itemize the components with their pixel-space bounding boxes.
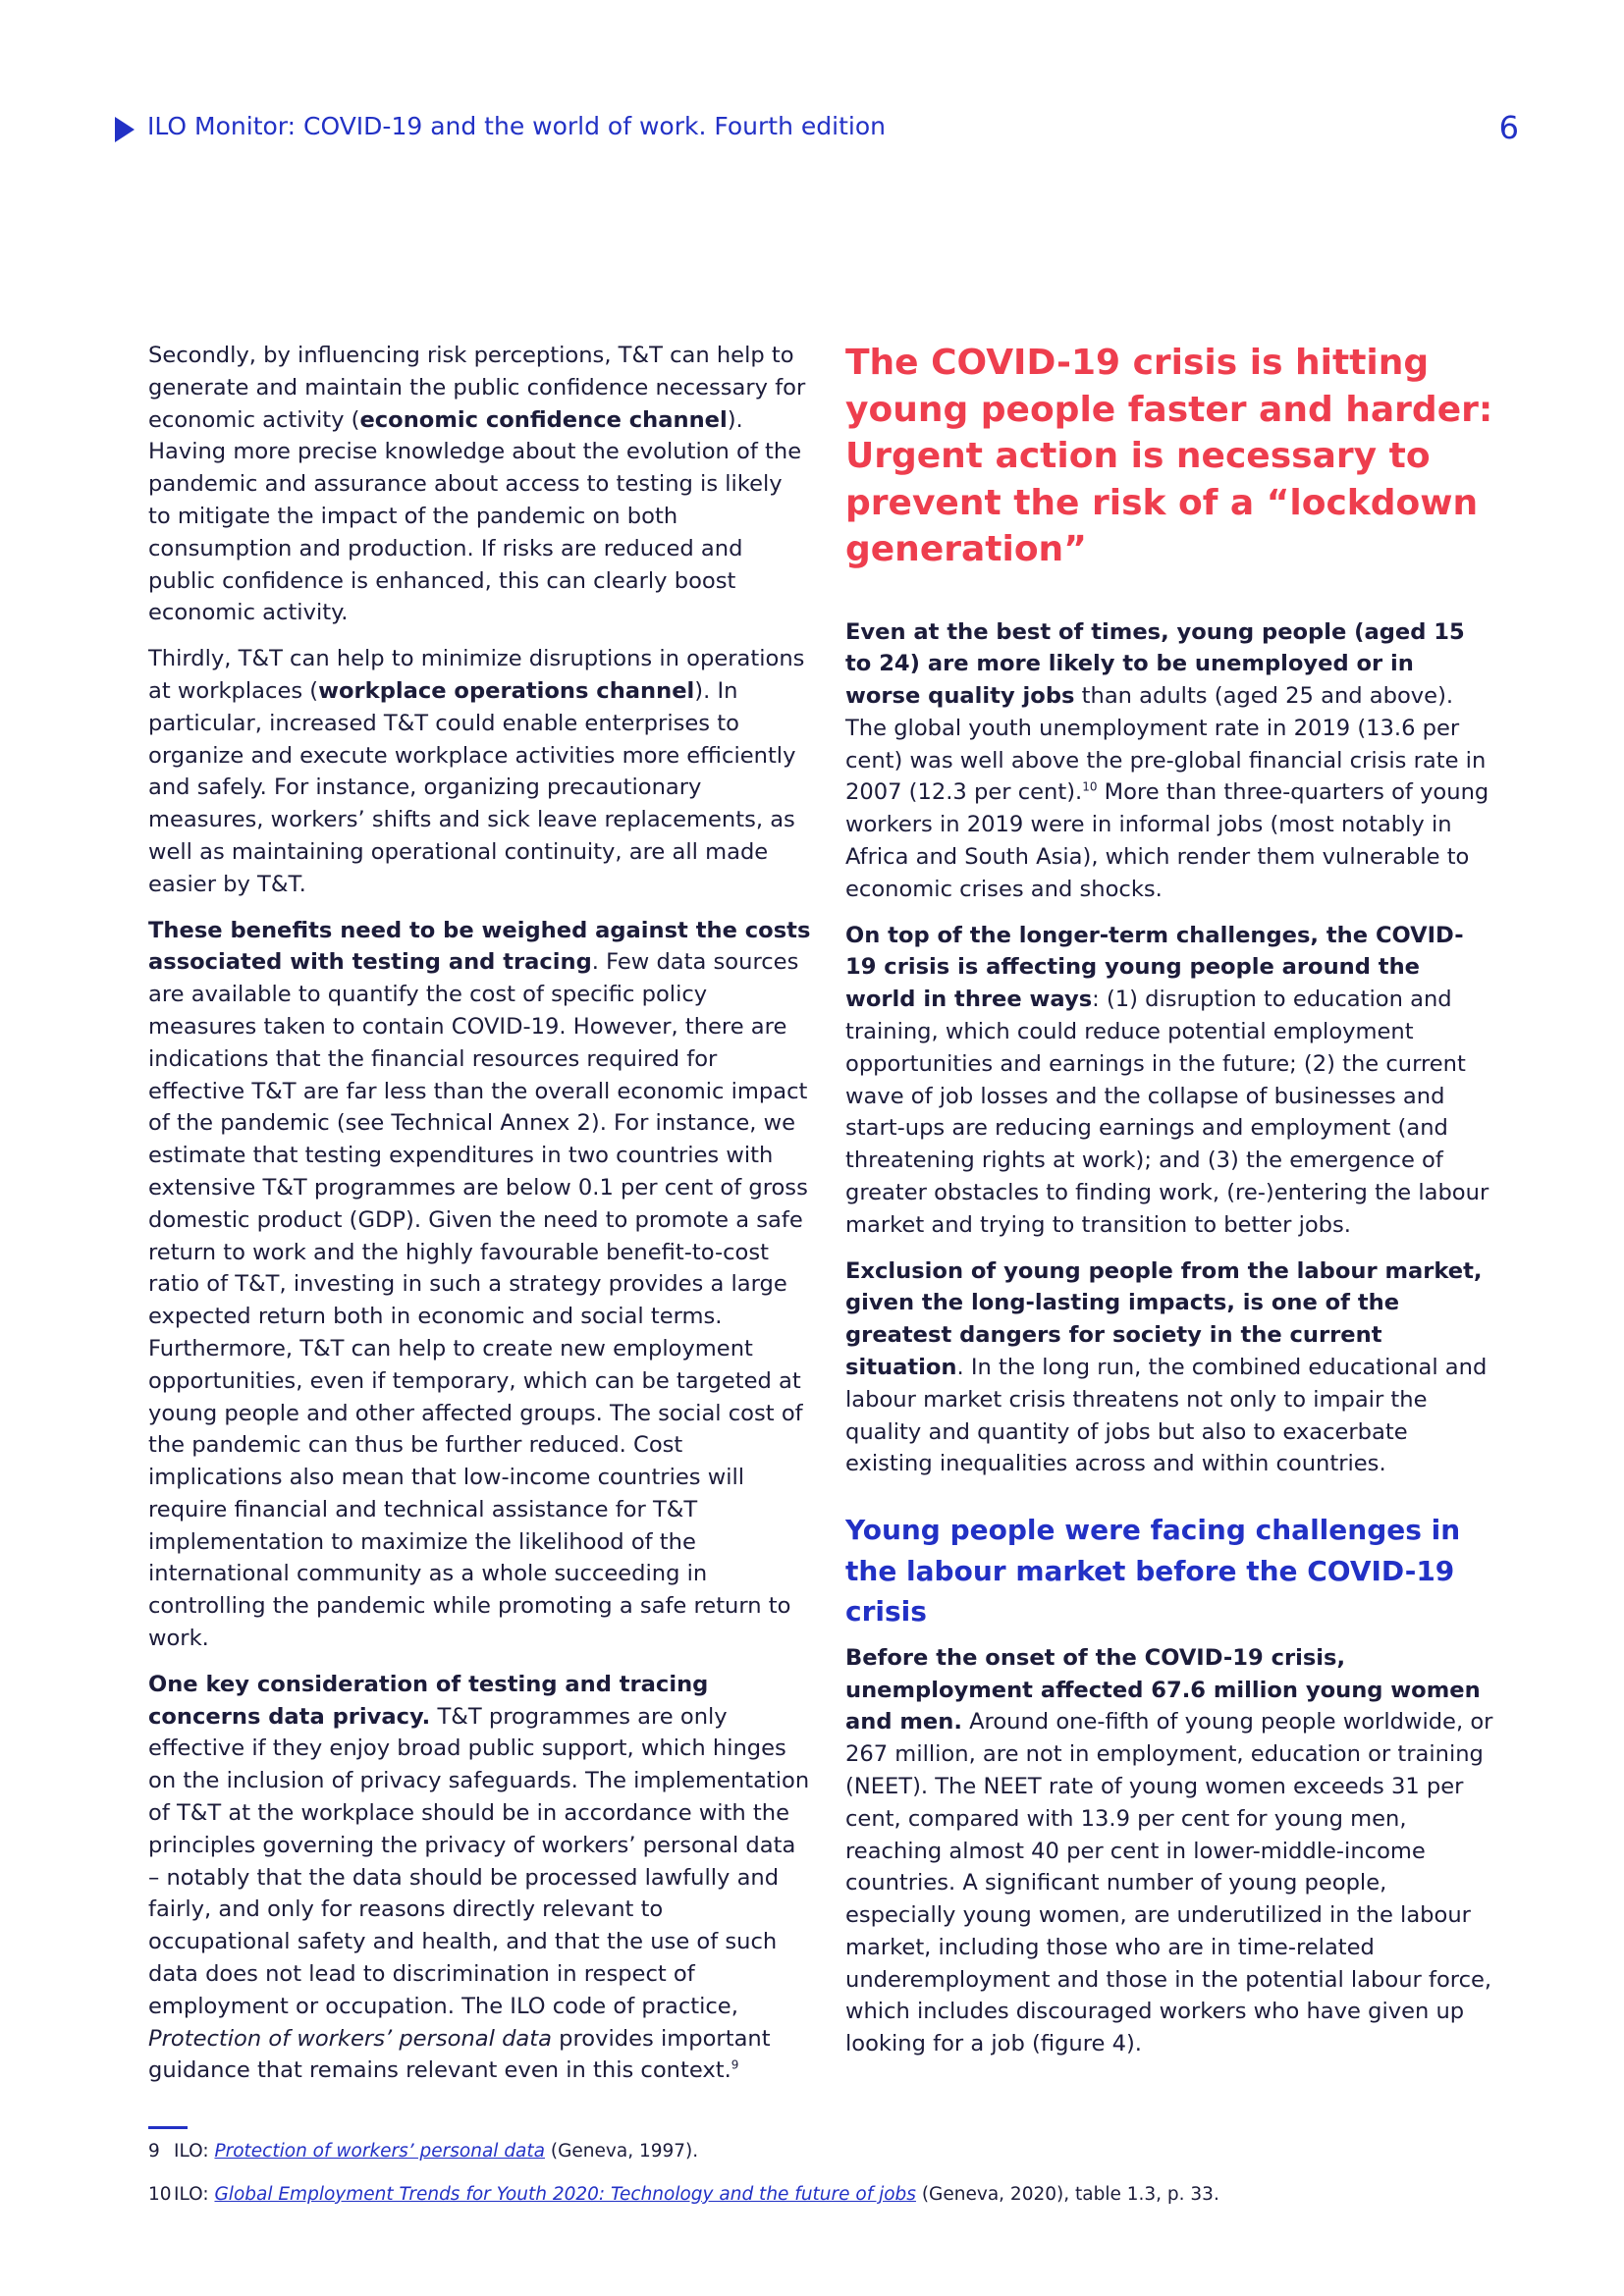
paragraph-exclusion: Exclusion of young people from the labour market, given the long-lasting impacts, is one of the greatest dangers for society in the current situation. In the long run, the combined educational and labour market crisis threatens not only to impair the quality and quantity of jobs but also to exacerbate existing inequalities across and within countries.	[845, 1257, 1488, 1477]
triangle-marker-icon	[115, 117, 135, 142]
footnote-9: 9 ILO: Protection of workers’ personal data (Geneva, 1997).	[148, 2141, 699, 2162]
left-column	[148, 340, 811, 2101]
footnote-10: 10 ILO: Global Employment Trends for Youth 2020: Technology and the future of jobs (Geneva, 2020), table 1.3, p. 33.	[148, 2184, 1219, 2205]
paragraph-workplace-operations: Thirdly, T&T can help to minimize disruptions in operations at workplaces (workplace operations channel). In particular, increased T&T could enable enterprises to organize and execute workplace activities more efficiently and safely. For instance, organizing precautionary measures, workers’ shifts and sick leave replacements, as well as maintaining operational continuity, are all made easier by T&T.	[148, 646, 805, 897]
footnote-divider	[148, 2126, 188, 2129]
paragraph-economic-confidence: Secondly, by influencing risk perceptions, T&T can help to generate and maintain the public confidence necessary for economic activity (economic confidence channel). Having more precise knowledge about the evolution of the pandemic and assurance about access to testing is likely to mitigate the impact of the pandemic on both consumption and production. If risks are reduced and public confidence is enhanced, this can clearly boost economic activity.	[148, 343, 806, 626]
paragraph-three-ways: On top of the longer-term challenges, the COVID-19 crisis is affecting young people around the world in three ways: (1) disruption to education and training, which could reduce potential employment opportunities and earnings in the future; (2) the current wave of job losses and the collapse of businesses and start-ups are reducing earnings and employment (and threatening rights at work); and (3) the emergence of greater obstacles to finding work, (re-)entering the labour market and trying to transition to better jobs.	[845, 922, 1489, 1238]
page-header	[115, 111, 1519, 150]
section-heading: The COVID-19 crisis is hitting young people faster and harder: Urgent action is necessary to prevent the risk of a “lockdown generation”	[845, 343, 1493, 569]
footnote-10-link[interactable]: Global Employment Trends for Youth 2020: Technology and the future of jobs	[214, 2184, 916, 2205]
footnote-ref-9[interactable]: 9	[731, 2057, 739, 2072]
paragraph-data-privacy: One key consideration of testing and tracing concerns data privacy. T&T programmes are only effective if they enjoy broad public support, which hinges on the inclusion of privacy safeguards. The implementation of T&T at the workplace should be in accordance with the principles governing the privacy of workers’ personal data – notably that the data should be processed lawfully and fairly, and only for reasons directly relevant to occupational safety and health, and that the use of such data does not lead to discrimination in respect of employment or occupation. The ILO code of practice, Protection of workers’ personal data provides important guidance that remains relevant even in this context.$^9$	[148, 1671, 810, 2084]
footnote-ref-10[interactable]: 10	[1082, 779, 1098, 794]
page-number: 6	[1498, 109, 1519, 146]
footnotes	[148, 2140, 1503, 2226]
right-column	[845, 340, 1493, 2074]
footnote-9-link[interactable]: Protection of workers’ personal data	[214, 2141, 545, 2162]
paragraph-costs: These benefits need to be weighed against the costs associated with testing and tracing. Few data sources are available to quantify the cost of specific policy measures taken to contain COVID-19. However, there are indications that the financial resources required for effective T&T are far less than the overall economic impact of the pandemic (see Technical Annex 2). For instance, we estimate that testing expenditures in two countries with extensive T&T programmes are below 0.1 per cent of gross domestic product (GDP). Given the need to promote a safe return to work and the highly favourable benefit-to-cost ratio of T&T, investing in such a strategy provides a large expected return both in economic and social terms. Furthermore, T&T can help to create new employment opportunities, even if temporary, which can be targeted at young people and other affected groups. The social cost of the pandemic can thus be further reduced. Cost implications also mean that low-income countries will require financial and technical assistance for T&T implementation to maximize the likelihood of the international community as a whole succeeding in controlling the pandemic while promoting a safe return to work.	[148, 917, 811, 1652]
subsection-heading: Young people were facing challenges in the labour market before the COVID-19 crisis	[845, 1514, 1461, 1629]
paragraph-neet: Before the onset of the COVID-19 crisis, unemployment affected 67.6 million young women and men. Around one-fifth of young people worldwide, or 267 million, are not in employment, education or training (NEET). The NEET rate of young women exceeds 31 per cent, compared with 13.9 per cent for young men, reaching almost 40 per cent in lower-middle-income countries. A significant number of young people, especially young women, are underutilized in the labour market, including those who are in time-related underemployment and those in the potential labour force, which includes discouraged workers who have given up looking for a job (figure 4).	[845, 1644, 1493, 2057]
paragraph-youth-unemployment: Even at the best of times, young people (aged 15 to 24) are more likely to be unemployed or in worse quality jobs than adults (aged 25 and above). The global youth unemployment rate in 2019 (13.6 per cent) was well above the pre-global financial crisis rate in 2007 (12.3 per cent).$^{10}$ More than three-quarters of young workers in 2019 were in informal jobs (most notably in Africa and South Asia), which render them vulnerable to economic crises and shocks.	[845, 618, 1489, 902]
publication-title: ILO Monitor: COVID-19 and the world of work. Fourth edition	[147, 112, 886, 140]
